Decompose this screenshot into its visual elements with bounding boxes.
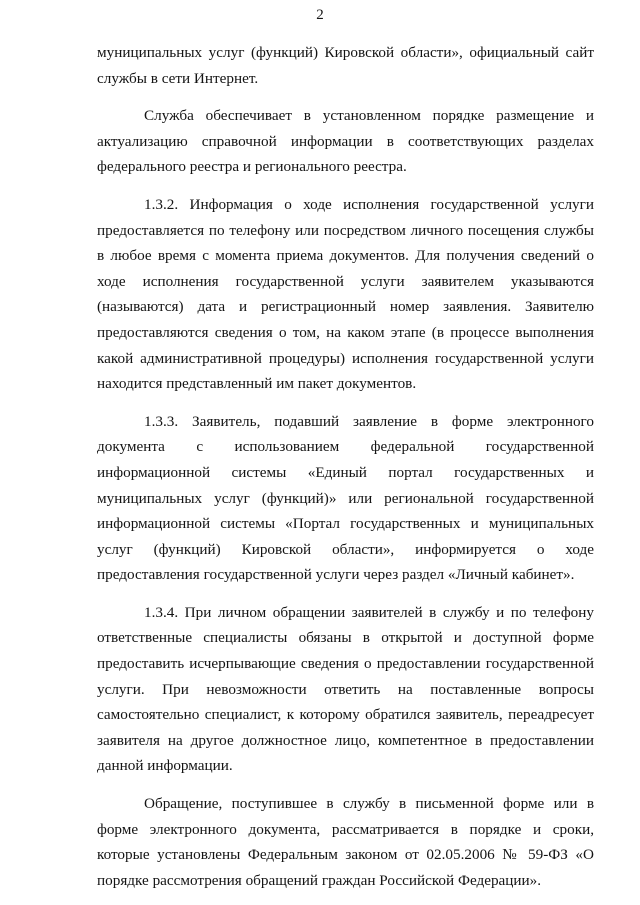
- paragraph-1-3-2: 1.3.2. Информация о ходе исполнения государственной услуги предоставляется по телефону или посредством личного посещения службы в любое время с момента приема документов. Для получения сведений о ходе исполнения государственной услуги заявителем указываются (называются) дата и регистрационный номер заявления. Заявителю предоставляются сведения о том, на каком этапе (в процессе выполнения какой административной процедуры) исполнения государственной услуги находится представленный им пакет документов.: [97, 195, 594, 393]
- page-number: 2: [316, 7, 324, 23]
- paragraph-1-3-4: 1.3.4. При личном обращении заявителей в службу и по телефону ответственные специалисты обязаны в открытой и доступной форме предоставить исчерпывающие сведения о предоставлении государственной услуги. При невозможности ответить на поставленные вопросы самостоятельно специалист, к которому обратился заявитель, переадресует заявителя на другое должностное лицо, компетентное в предоставлении данной информации.: [97, 603, 594, 775]
- paragraph-continuation: муниципальных услуг (функций) Кировской области», официальный сайт службы в сети Интернет.: [97, 44, 594, 87]
- document-body: [97, 40, 594, 893]
- paragraph-registry-info: Служба обеспечивает в установленном порядке размещение и актуализацию справочной информации в соответствующих разделах федерального реестра и регионального реестра.: [97, 107, 594, 176]
- paragraph-1-3-3: 1.3.3. Заявитель, подавший заявление в форме электронного документа с использованием федеральной государственной информационной системы «Единый портал государственных и муниципальных услуг (функций)» или региональной государственной информационной системы «Портал государственных и муниципальных услуг (функций) Кировской области», информируется о ходе предоставления государственной услуги через раздел «Личный кабинет».: [97, 412, 594, 584]
- paragraph-written-appeals: Обращение, поступившее в службу в письменной форме или в форме электронного документа, рассматривается в порядке и сроки, которые установлены Федеральным законом от 02.05.2006 № 59-ФЗ «О порядке рассмотрения обращений граждан Российской Федерации».: [97, 795, 594, 889]
